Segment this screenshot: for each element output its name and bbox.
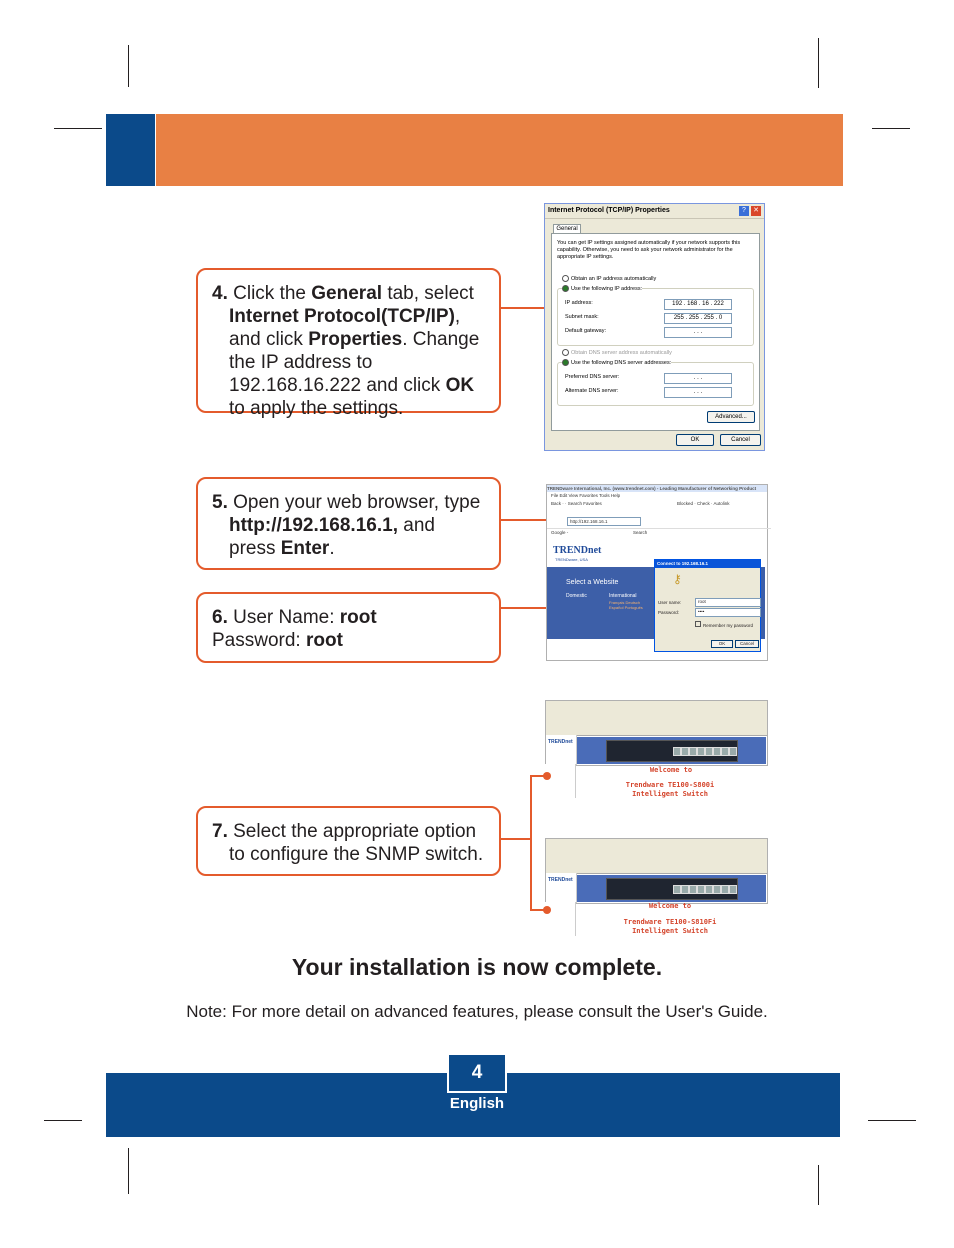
user-name-label: User name:: [658, 600, 682, 605]
international-label: International: [609, 593, 637, 599]
step-text: Password:: [212, 630, 306, 651]
step-5-callout: [196, 477, 501, 570]
crop-mark: [44, 1120, 82, 1121]
callout-dot: [543, 772, 551, 780]
step-4-callout: [196, 268, 501, 419]
switch-port: [697, 885, 705, 894]
alternate-dns-field[interactable]: . . .: [664, 387, 732, 398]
dialog-panel: [551, 233, 760, 431]
step-bold: root: [339, 607, 377, 628]
trendnet-sub: TRENDware, USA: [555, 557, 588, 562]
step-bold: root: [305, 630, 343, 651]
step-text: Select the appropriate option to configure the SNMP switch.: [227, 821, 484, 865]
ok-button[interactable]: OK: [711, 640, 733, 648]
switch-image: [606, 740, 738, 762]
step-text: . Change the IP address to 192.168.16.222 and click: [229, 329, 480, 396]
user-guide-note: Note: For more detail on advanced features, please consult the User's Guide.: [186, 1002, 768, 1021]
model-sub-label: Intelligent Switch: [632, 790, 708, 798]
help-icon[interactable]: ?: [739, 206, 749, 216]
obtain-ip-auto-radio[interactable]: [562, 275, 656, 283]
use-following-dns-radio[interactable]: [562, 359, 671, 367]
tab-general[interactable]: General: [553, 224, 581, 234]
switch-port: [721, 885, 729, 894]
remember-password-checkbox[interactable]: [695, 621, 753, 628]
step-4-text: [212, 282, 485, 420]
user-name-field[interactable]: root: [695, 598, 761, 607]
radio-label: Use the following IP address:: [571, 285, 643, 292]
switch-port: [713, 747, 721, 756]
step-text: Open your web browser, type: [227, 492, 481, 513]
toolbar-left: Back · · Search Favorites: [551, 501, 602, 506]
browser-toolbar: [547, 500, 771, 507]
step-7-callout: [196, 806, 501, 876]
model-label: Trendware TE100-S810Fi: [623, 918, 717, 926]
google-toolbar: [547, 528, 771, 536]
switch-image: [606, 878, 738, 900]
close-icon[interactable]: ✕: [751, 206, 761, 216]
keys-icon: ⚷: [673, 572, 682, 586]
ip-address-field[interactable]: 192 . 168 . 16 . 222: [664, 299, 732, 310]
password-label: Password:: [658, 610, 680, 615]
language-label: English: [449, 1095, 505, 1112]
preferred-dns-label: Preferred DNS server:: [565, 374, 620, 380]
browser-chrome: [546, 839, 767, 874]
step-number: 4.: [212, 283, 228, 304]
switch-port: [689, 885, 697, 894]
sidebar-logo: TRENDnet: [548, 739, 573, 745]
default-gateway-field[interactable]: . . .: [664, 327, 732, 338]
step-bold: http://192.168.16.1,: [229, 515, 398, 536]
step-number: 5.: [212, 492, 228, 513]
step-bold: Properties: [308, 329, 403, 350]
radio-icon: [562, 275, 569, 282]
switch-sidebar-menu: [545, 764, 576, 798]
crop-mark: [818, 1165, 819, 1205]
default-gateway-label: Default gateway:: [565, 328, 606, 334]
switch-port: [697, 747, 705, 756]
callout-line: [530, 775, 532, 910]
switch-port: [713, 885, 721, 894]
use-following-ip-radio[interactable]: [562, 285, 642, 293]
step-5-text: [212, 491, 485, 560]
page-number: 4: [447, 1053, 507, 1093]
switch-port: [705, 885, 713, 894]
crop-mark: [128, 1148, 129, 1194]
browser-title: TRENDware International, Inc. (www.trendnet.com) - Leading Manufacturer of Networking Product: [547, 485, 767, 492]
password-field[interactable]: ••••: [695, 608, 761, 617]
address-text: http://192.168.16.1: [570, 519, 608, 524]
subnet-mask-field[interactable]: 255 . 255 . 255 . 0: [664, 313, 732, 324]
crop-mark: [128, 45, 129, 87]
connect-title: Connect to 192.168.16.1: [655, 560, 760, 568]
crop-mark: [868, 1120, 916, 1121]
checkbox-icon: [695, 621, 701, 627]
switch-port: [729, 747, 737, 756]
step-6-text: [212, 606, 485, 652]
step-6-callout: [196, 592, 501, 663]
browser-login-screenshot: [546, 484, 768, 661]
crop-mark: [818, 38, 819, 88]
radio-icon: [562, 359, 569, 366]
cancel-button[interactable]: Cancel: [735, 640, 759, 648]
google-label: Google -: [551, 530, 569, 535]
radio-icon: [562, 285, 569, 292]
step-bold: Enter: [280, 538, 330, 559]
dns-group: [557, 359, 754, 406]
welcome-label: Welcome to: [649, 766, 693, 774]
switch-port: [721, 747, 729, 756]
advanced-button[interactable]: Advanced...: [707, 411, 755, 423]
callout-line: [501, 838, 531, 840]
toolbar-right: Blocked · Check · Autolink: [677, 501, 730, 506]
browser-chrome: [546, 701, 767, 736]
trendnet-logo: TRENDnet: [553, 545, 602, 556]
tcpip-properties-dialog: [544, 203, 765, 451]
switch-sidebar: [546, 735, 577, 765]
subnet-mask-label: Subnet mask:: [565, 314, 599, 320]
step-number: 6.: [212, 607, 228, 628]
model-label: Trendware TE100-S800i: [625, 781, 715, 789]
password-line: [212, 629, 485, 652]
ok-button[interactable]: OK: [676, 434, 714, 446]
switch-port: [681, 747, 689, 756]
step-text: Click the: [227, 283, 312, 304]
step-text: .: [329, 538, 335, 559]
cancel-button[interactable]: Cancel: [720, 434, 761, 446]
language-list: Français Deutsch Español Português: [609, 600, 643, 610]
model-sub-label: Intelligent Switch: [632, 927, 708, 935]
browser-menu: File Edit View Favorites Tools Help: [551, 493, 621, 498]
radio-label: Obtain DNS server address automatically: [571, 349, 672, 356]
callout-dot: [543, 906, 551, 914]
preferred-dns-field[interactable]: . . .: [664, 373, 732, 384]
step-text: , and click: [229, 306, 461, 350]
switch-port: [681, 885, 689, 894]
step-bold: OK: [445, 375, 475, 396]
step-text: and press: [229, 515, 435, 559]
radio-icon: [562, 349, 569, 356]
radio-label: Obtain an IP address automatically: [571, 275, 657, 282]
step-text: to apply the settings.: [229, 398, 404, 419]
header-orange-bar: [156, 114, 843, 186]
step-bold: Internet Protocol(TCP/IP): [229, 306, 455, 327]
welcome-label: Welcome to: [648, 902, 692, 910]
switch-port: [673, 747, 681, 756]
alternate-dns-label: Alternate DNS server:: [565, 388, 619, 394]
domestic-label: Domestic: [566, 593, 587, 599]
step-bold: General: [311, 283, 383, 304]
completion-heading: Your installation is now complete.: [291, 954, 663, 980]
step-text: tab, select: [382, 283, 474, 304]
step-7-text: [212, 820, 485, 866]
switch-port: [689, 747, 697, 756]
switch-sidebar: [546, 873, 577, 903]
connect-dialog: [654, 559, 761, 652]
dialog-title: Internet Protocol (TCP/IP) Properties: [545, 204, 764, 219]
sidebar-logo: TRENDnet: [548, 877, 573, 883]
switch-port: [673, 885, 681, 894]
select-site-label: Select a Website: [566, 579, 619, 586]
checkbox-label: Remember my password: [703, 623, 754, 628]
obtain-dns-auto-radio[interactable]: [562, 349, 672, 357]
ip-address-label: IP address:: [565, 300, 593, 306]
crop-mark: [872, 128, 910, 129]
crop-mark: [54, 128, 102, 129]
step-number: 7.: [212, 821, 228, 842]
switch-s800i-screenshot: [545, 700, 768, 774]
radio-label: Use the following DNS server addresses:: [571, 359, 672, 366]
google-search[interactable]: Search: [633, 530, 648, 535]
switch-port: [705, 747, 713, 756]
dialog-description: You can get IP settings assigned automatically if your network supports this capability. Otherwise, you need to ask your network administrator for the appropriate IP settings.: [557, 240, 741, 260]
switch-port: [729, 885, 737, 894]
switch-s810fi-screenshot: [545, 838, 768, 904]
address-bar[interactable]: [567, 517, 641, 526]
header-blue-block: [106, 114, 155, 186]
step-text: User Name:: [227, 607, 340, 628]
